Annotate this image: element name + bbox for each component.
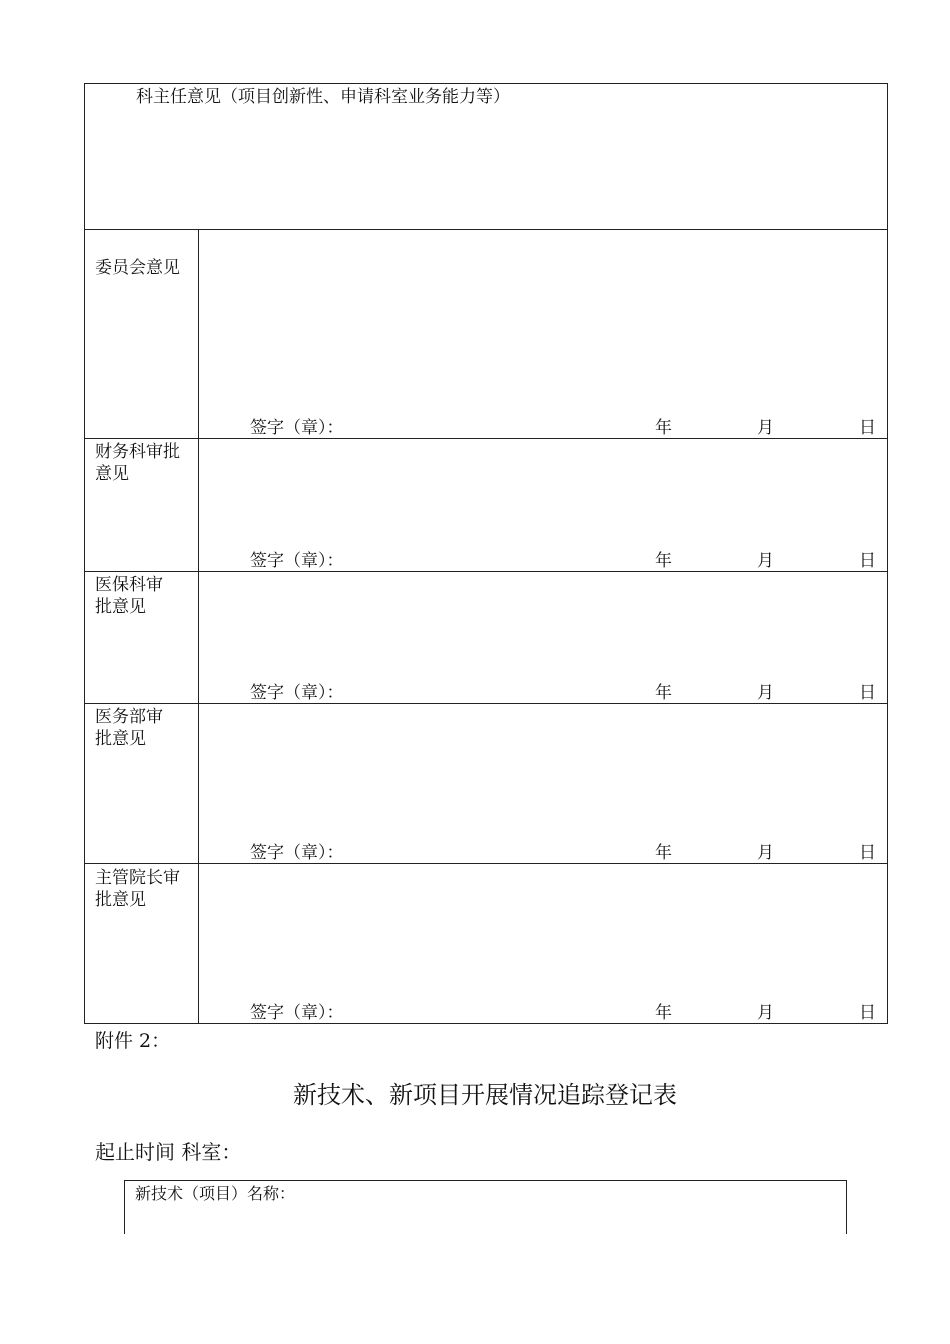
- month-label: 月: [757, 843, 774, 863]
- year-label: 年: [655, 418, 672, 438]
- vice-president-approval-label: 主管院长审批意见: [95, 868, 180, 910]
- day-label: 日: [859, 843, 876, 863]
- year-label: 年: [655, 843, 672, 863]
- tracking-table-top-border: [124, 1180, 847, 1181]
- month-label: 月: [757, 683, 774, 703]
- day-label: 日: [859, 551, 876, 571]
- signature-label: 签字（章）：: [250, 1003, 344, 1023]
- insurance-approval-label: 医保科审批意见: [95, 575, 163, 617]
- period-department-label: 起止时间 科室：: [95, 1140, 242, 1164]
- table-top-border: [84, 83, 888, 84]
- month-label: 月: [757, 1003, 774, 1023]
- tracking-table-right-border: [846, 1180, 847, 1234]
- committee-opinion-label: 委员会意见: [95, 258, 180, 278]
- director-opinion-label: 科主任意见（项目创新性、申请科室业务能力等）: [136, 87, 510, 107]
- signature-label: 签字（章）：: [250, 418, 344, 438]
- signature-label: 签字（章）：: [250, 843, 344, 863]
- signature-label: 签字（章）：: [250, 683, 344, 703]
- day-label: 日: [859, 683, 876, 703]
- day-label: 日: [859, 418, 876, 438]
- table-right-border: [887, 83, 888, 1024]
- row-divider: [84, 703, 888, 704]
- row-divider: [84, 229, 888, 230]
- signature-label: 签字（章）：: [250, 551, 344, 571]
- month-label: 月: [757, 551, 774, 571]
- day-label: 日: [859, 1003, 876, 1023]
- label-column-divider: [198, 229, 199, 1024]
- year-label: 年: [655, 551, 672, 571]
- finance-approval-label: 财务科审批意见: [95, 442, 180, 484]
- row-divider: [84, 863, 888, 864]
- month-label: 月: [757, 418, 774, 438]
- page-title: 新技术、新项目开展情况追踪登记表: [293, 1081, 677, 1109]
- table-bottom-border: [84, 1023, 888, 1024]
- project-name-label: 新技术（项目）名称：: [135, 1184, 296, 1203]
- row-divider: [84, 438, 888, 439]
- attachment-label: 附件 2：: [95, 1030, 171, 1052]
- tracking-table-left-border: [124, 1180, 125, 1234]
- medical-affairs-approval-label: 医务部审批意见: [95, 707, 163, 749]
- year-label: 年: [655, 683, 672, 703]
- year-label: 年: [655, 1003, 672, 1023]
- table-left-border: [84, 83, 85, 1024]
- row-divider: [84, 571, 888, 572]
